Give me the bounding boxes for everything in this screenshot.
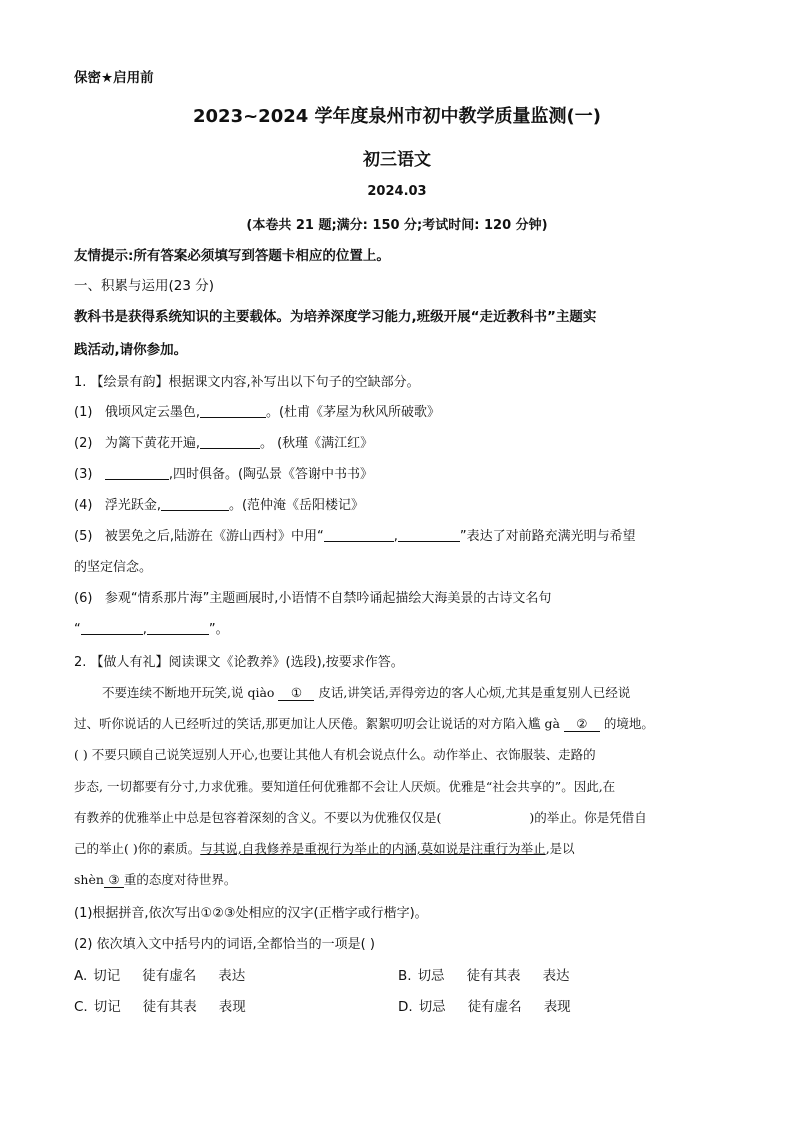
- option-d[interactable]: [398, 995, 593, 1015]
- q1-item-6-line2: [74, 618, 724, 637]
- option-label: C.: [74, 999, 88, 1015]
- passage-text: 不要连续不断地开玩笑,说 qiào: [102, 685, 275, 700]
- q1-item: [74, 432, 724, 451]
- passage-line: ( ) 不要只顾自己说笑逗别人开心,也要让其他人有机会说点什么。动作举止、衣饰服装、走路的: [74, 747, 596, 762]
- q1-item-text: 为篱下黄花开遍,: [104, 436, 200, 451]
- q1-prompt: 1. 【绘景有韵】根据课文内容,补写出以下句子的空缺部分。: [74, 375, 420, 390]
- option-word: 切忌: [418, 999, 446, 1015]
- comma: ,: [142, 622, 147, 637]
- passage-line: [74, 714, 724, 732]
- passage-text: ,是以: [545, 841, 575, 856]
- option-label: A.: [74, 968, 88, 984]
- passage-line: [74, 808, 724, 826]
- answer-blank[interactable]: [200, 434, 260, 449]
- section-heading: 一、积累与运用(23 分): [74, 278, 215, 294]
- passage-line: [102, 683, 752, 701]
- option-word: 切记: [93, 968, 121, 984]
- confidential-label: 保密★启用前: [74, 70, 154, 86]
- q1-item-5-comma: ,: [393, 529, 398, 544]
- section-intro-line2: 践活动,请你参加。: [74, 342, 188, 358]
- option-word: 切记: [93, 999, 121, 1015]
- q1-item-number: (2): [74, 436, 93, 451]
- close-quote: ”。: [208, 622, 229, 637]
- q2-sub2: (2) 依次填入文中括号内的词语,全都恰当的一项是( ): [74, 937, 375, 952]
- exam-date: 2024.03: [367, 184, 427, 199]
- answer-blank[interactable]: [200, 403, 266, 418]
- open-quote: “: [74, 622, 81, 637]
- q1-item-5-text: 被罢免之后,陆游在《游山西村》中用“: [104, 529, 324, 544]
- answer-blank[interactable]: [398, 527, 460, 542]
- option-word: 表达: [542, 968, 570, 984]
- q2-prompt: 2. 【做人有礼】阅读课文《论教养》(选段),按要求作答。: [74, 655, 404, 670]
- option-word: 徒有虚名: [142, 968, 197, 984]
- passage-text: 有教养的优雅举止中总是包容着深刻的含义。不要以为优雅仅仅是(: [74, 810, 442, 825]
- passage-line: [74, 839, 724, 857]
- option-word: 徒有虚名: [467, 999, 522, 1015]
- q1-item-number: (1): [74, 405, 93, 420]
- q1-item-5-line2: 的坚定信念。: [74, 560, 153, 575]
- option-word: 表现: [218, 999, 246, 1015]
- blank-2[interactable]: ②: [564, 716, 600, 732]
- passage-line: [74, 870, 724, 888]
- answer-blank[interactable]: [105, 465, 169, 480]
- passage-text: 己的举止( )你的素质。: [74, 841, 201, 856]
- q1-item-6-text: 参观“情系那片海”主题画展时,小语情不自禁吟诵起描绘大海美景的古诗文名句: [104, 591, 552, 606]
- q1-item-source: 。(范仲淹《岳阳楼记》: [228, 498, 365, 513]
- option-c[interactable]: [74, 995, 268, 1015]
- q1-item-6: [74, 587, 724, 606]
- answer-blank[interactable]: [324, 527, 394, 542]
- option-word: 徒有其表: [466, 968, 521, 984]
- q1-item-source: 。(杜甫《茅屋为秋风所破歌》: [265, 405, 441, 420]
- option-label: B.: [398, 968, 412, 984]
- passage-text: shèn: [74, 872, 104, 887]
- blank-3[interactable]: ③: [104, 872, 124, 888]
- exam-title: 2023~2024 学年度泉州市初中教学质量监测(一): [193, 106, 601, 127]
- q1-item: [74, 494, 724, 513]
- passage-text: 重的态度对待世界。: [123, 872, 237, 887]
- option-word: 徒有其表: [142, 999, 197, 1015]
- option-label: D.: [398, 999, 413, 1015]
- q1-item-number: (3): [74, 467, 93, 482]
- option-b[interactable]: [398, 964, 592, 984]
- passage-text: )的举止。你是凭借自: [529, 810, 647, 825]
- q1-item-text: 俄顷风定云墨色,: [104, 405, 200, 420]
- passage-text: 过、听你说话的人已经听过的笑话,那更加让人厌倦。絮絮叨叨会让说话的对方陷入尴 gà: [74, 716, 560, 731]
- exam-info: (本卷共 21 题;满分: 150 分;考试时间: 120 分钟): [246, 218, 548, 233]
- passage-text: 的境地。: [603, 716, 654, 731]
- q1-item-5: [74, 525, 724, 544]
- option-word: 切忌: [417, 968, 445, 984]
- blank-1[interactable]: ①: [278, 685, 314, 701]
- option-word: 表现: [543, 999, 571, 1015]
- answer-blank[interactable]: [81, 620, 143, 635]
- q1-item: [74, 463, 724, 482]
- q1-item: [74, 401, 724, 420]
- answer-blank[interactable]: [147, 620, 209, 635]
- q1-item-text: 浮光跃金,: [104, 498, 161, 513]
- underlined-sentence: 与其说,自我修养是重视行为举止的内涵,莫如说是注重行为举止: [200, 841, 546, 856]
- section-intro-line1: 教科书是获得系统知识的主要载体。为培养深度学习能力,班级开展“走近教科书”主题实: [74, 309, 597, 325]
- option-a[interactable]: [74, 964, 267, 984]
- q2-sub1: (1)根据拼音,依次写出①②③处相应的汉字(正楷字或行楷字)。: [74, 906, 428, 921]
- q1-item-source: 。 (秋瑾《满江红》: [259, 436, 374, 451]
- answer-blank[interactable]: [161, 496, 229, 511]
- q1-item-5-text-end: ”表达了对前路充满光明与希望: [459, 529, 636, 544]
- q1-item-source: ,四时俱备。(陶弘景《答谢中书书》: [168, 467, 374, 482]
- q1-item-number: (5): [74, 529, 93, 544]
- option-word: 表达: [218, 968, 246, 984]
- subject-title: 初三语文: [363, 150, 431, 170]
- q1-item-number: (4): [74, 498, 93, 513]
- q1-item-number: (6): [74, 591, 93, 606]
- passage-line: 步态, 一切都要有分寸,力求优雅。要知道任何优雅都不会让人厌烦。优雅是“社会共享的”。因此,在: [74, 779, 616, 794]
- tip-text: 友情提示:所有答案必须填写到答题卡相应的位置上。: [74, 248, 390, 264]
- passage-text: 皮话,讲笑话,弄得旁边的客人心烦,尤其是重复别人已经说: [318, 685, 631, 700]
